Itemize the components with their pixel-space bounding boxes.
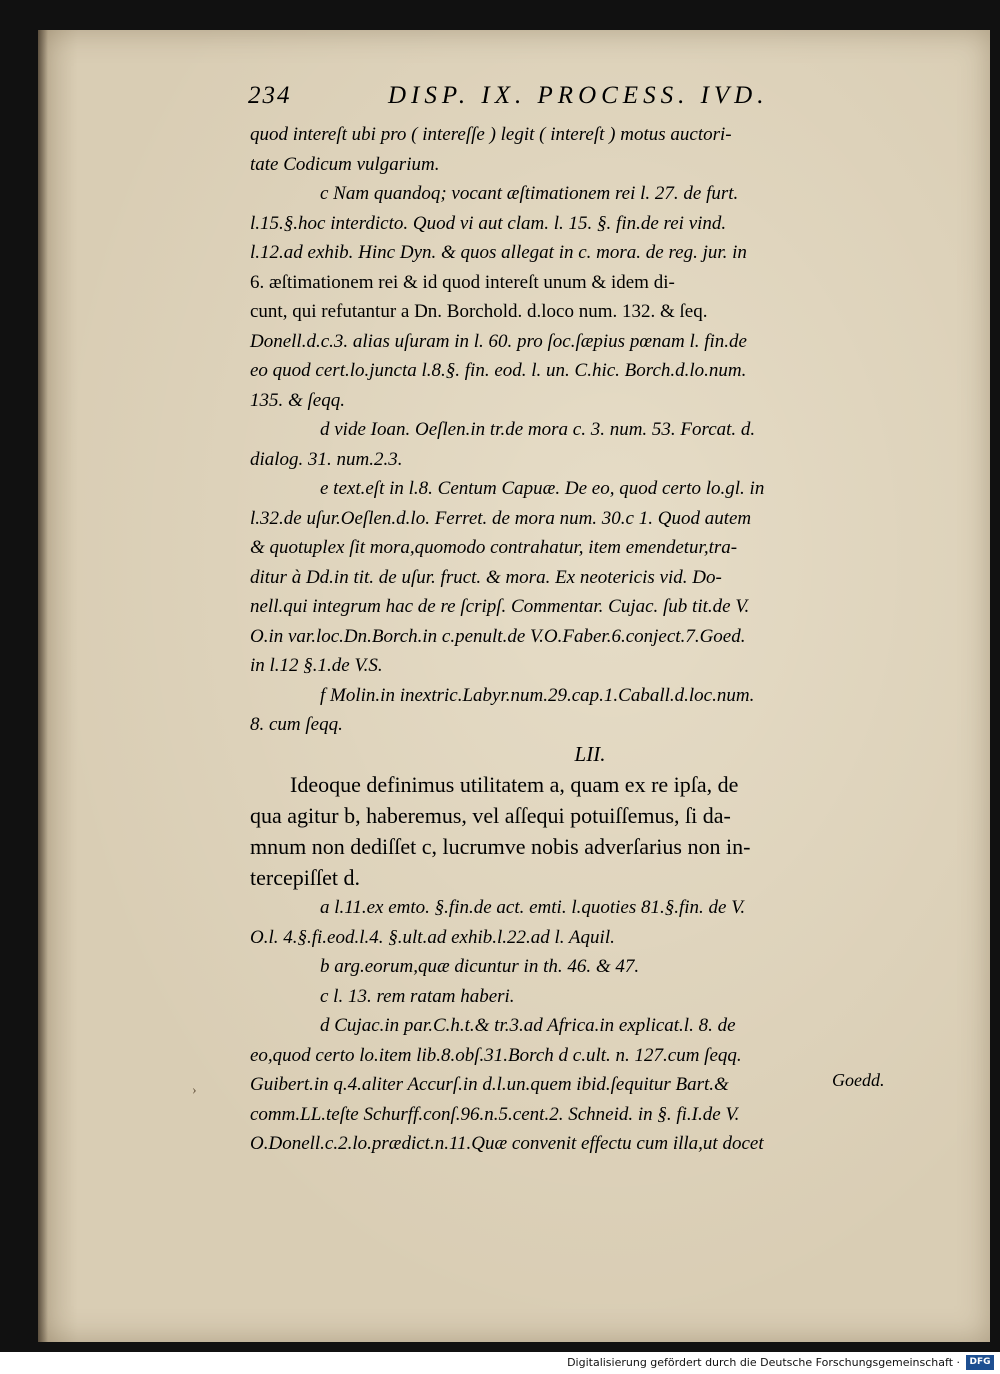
text-line: quod intereſt ubi pro ( intereſſe ) legit ( intereſt ) motus auctori- [250, 124, 732, 145]
footnote-line: d Cujac.in par.C.h.t.& tr.3.ad Africa.in explicat.l. 8. de [320, 1015, 736, 1036]
text-line: l.32.de uſur.Oeſlen.d.lo. Ferret. de mora num. 30.c 1. Quod autem [250, 507, 752, 529]
text-line: O.Donell.c.2.lo.prædict.n.11.Quæ convenit effectu cum illa,ut docet [250, 1133, 764, 1154]
text-line: cunt, qui refutantur a Dn. Borchold. d.loco num. 132. & ſeq. [250, 301, 708, 322]
paragraph-line: Ideoque definimus utilitatem a, quam ex re ipſa, de [290, 772, 739, 797]
text-line: Donell.d.c.3. alias uſuram in l. 60. pro ſoc.ſæpius pœnam l. fin.de [250, 330, 747, 352]
footnote-line: a l.11.ex emto. §.fin.de act. emti. l.quoties 81.§.fin. de V. [320, 897, 746, 918]
footer-bar [0, 1352, 1000, 1374]
section-number: LII. [574, 741, 606, 766]
text-line: l.15.§.hoc interdicto. Quod vi aut clam. l. 15. §. fin.de rei vind. [250, 212, 727, 234]
page-number: 234 [248, 82, 292, 109]
text-line: nell.qui integrum hac de re ſcripſ. Commentar. Cujac. ſub tit.de V. [250, 596, 750, 617]
text-line: eo quod cert.lo.juncta l.8.§. fin. eod. l. un. C.hic. Borch.d.lo.num. [250, 360, 747, 381]
footnote-line: c Nam quandoq; vocant æſtimationem rei l. 27. de furt. [320, 183, 739, 204]
text-line: Guibert.in q.4.aliter Accurſ.in d.l.un.quem ibid.ſequitur Bart.& [250, 1074, 729, 1095]
footer-credit: Digitalisierung gefördert durch die Deutsche Forschungsgemeinschaft · [567, 1356, 960, 1369]
text-line: 135. & ſeqq. [250, 389, 345, 411]
paragraph-line: tercepiſſet d. [250, 865, 360, 890]
footnote-line: f Molin.in inextric.Labyr.num.29.cap.1.Caball.d.loc.num. [320, 684, 755, 706]
text-line: ditur à Dd.in tit. de uſur. fruct. & mora. Ex neotericis vid. Do- [250, 566, 722, 588]
text-line: comm.LL.teſte Schurff.conſ.96.n.5.cent.2. Schneid. in §. fi.I.de V. [250, 1103, 740, 1125]
dfg-logo-icon: DFG [966, 1355, 994, 1370]
text-line: 6. æſtimationem rei & id quod intereſt unum & idem di- [250, 271, 675, 293]
running-title: DISP. IX. PROCESS. IVD. [388, 82, 769, 109]
body-text [250, 120, 950, 1159]
footnote-line: d vide Ioan. Oeſlen.in tr.de mora c. 3. num. 53. Forcat. d. [320, 419, 756, 440]
text-line: tate Codicum vulgarium. [250, 153, 440, 175]
spine-shadow [38, 30, 48, 1342]
paragraph-line: mnum non dediſſet c, lucrumve nobis adverſarius non in- [250, 834, 751, 859]
margin-mark-icon: › [192, 1083, 197, 1098]
text-line: l.12.ad exhib. Hinc Dyn. & quos allegat in c. mora. de reg. jur. in [250, 242, 747, 263]
catchword: Goedd. [832, 1070, 885, 1090]
footnote-line: e text.eſt in l.8. Centum Capuæ. De eo, quod certo lo.gl. in [320, 478, 765, 499]
footnote-line: b arg.eorum,quæ dicuntur in th. 46. & 47. [320, 956, 640, 977]
text-line: eo,quod certo lo.item lib.8.obſ.31.Borch d c.ult. n. 127.cum ſeqq. [250, 1044, 742, 1066]
footnote-line: c l. 13. rem ratam haberi. [320, 985, 515, 1007]
paragraph-line: qua agitur b, haberemus, vel aſſequi potuiſſemus, ſi da- [250, 803, 731, 828]
text-line: in l.12 §.1.de V.S. [250, 655, 383, 676]
page-header [248, 82, 968, 122]
text-line: O.l. 4.§.fi.eod.l.4. §.ult.ad exhib.l.22.ad l. Aquil. [250, 926, 615, 948]
text-line: O.in var.loc.Dn.Borch.in c.penult.de V.O.Faber.6.conject.7.Goed. [250, 625, 746, 647]
text-line: & quotuplex ſit mora,quomodo contrahatur, item emendetur,tra- [250, 537, 738, 558]
text-line: 8. cum ſeqq. [250, 714, 343, 735]
text-line: dialog. 31. num.2.3. [250, 448, 403, 470]
